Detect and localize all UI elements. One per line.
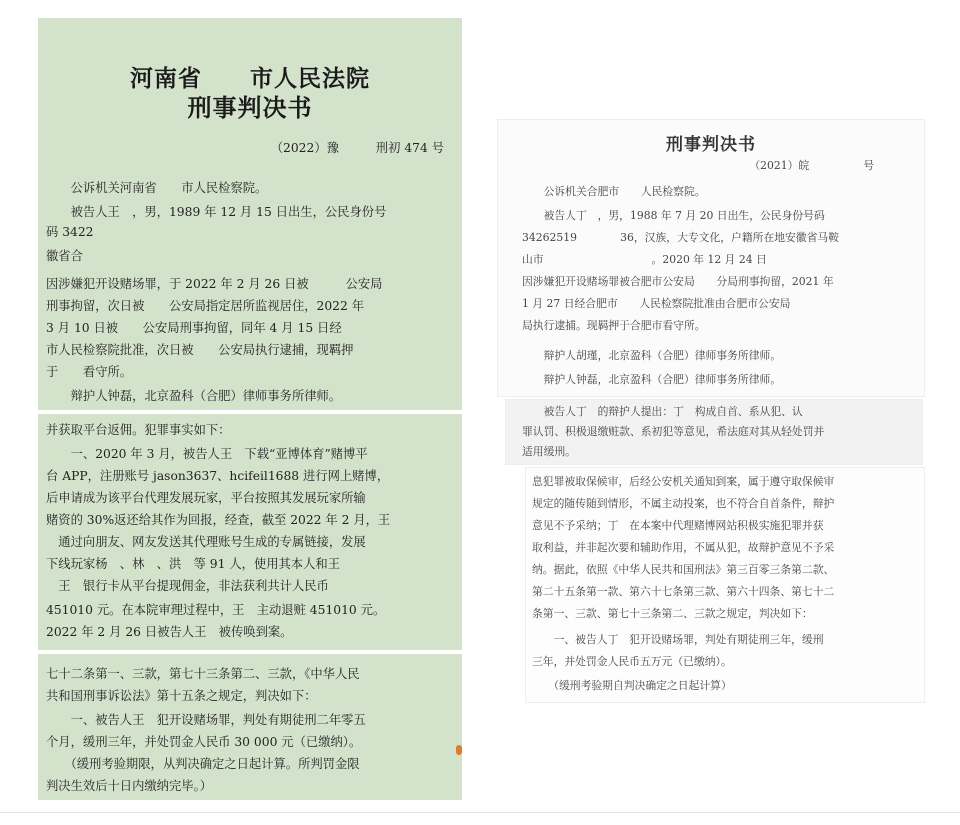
- paragraph-line: 三年，并处罚金人民币五万元（已缴纳）。: [532, 655, 732, 668]
- paragraph-line: 罪认罚、积极退缴赃款、系初犯等意见，希法庭对其从轻处罚并: [522, 425, 825, 438]
- paragraph-line: 一、2020 年 3 月，被告人王 下载“亚博体育”赌博平: [46, 447, 368, 461]
- paragraph-line: 因涉嫌犯开设赌场罪，于 2022 年 2 月 26 日被 公安局: [46, 277, 383, 291]
- paragraph-line: 辩护人钟磊，北京盈科（合肥）律师事务所律师。: [522, 373, 782, 386]
- page-edge-mark: [456, 745, 462, 755]
- case-number: （2022）豫 刑初 474 号: [270, 141, 444, 155]
- paragraph-line: 第二十五条第一款、第六十七条第三款、第六十四条、第七十二: [532, 585, 835, 598]
- right-document-header-section: [498, 120, 924, 396]
- paragraph-line: 1 月 27 日经合肥市 人民检察院批准由合肥市公安局: [522, 297, 791, 310]
- case-number: （2021）皖 号: [749, 159, 874, 172]
- right-document-defense-section: [506, 400, 922, 464]
- paragraph-line: 并获取平台返佣。犯罪事实如下：: [46, 423, 231, 437]
- paragraph-line: 一、被告人王 犯开设赌场罪，判处有期徒刑二年零五: [46, 713, 366, 727]
- paragraph-line: 公诉机关合肥市 人民检察院。: [522, 185, 706, 198]
- paragraph-line: 后申请成为该平台代理发展玩家，平台按照其发展玩家所输: [46, 491, 366, 505]
- paragraph-line: 息犯罪被取保候审，后经公安机关通知到案，属于遵守取保候审: [532, 475, 835, 488]
- paragraph-line: 于 看守所。: [46, 365, 133, 379]
- paragraph-line: 判决生效后十日内缴纳完毕。）: [46, 779, 213, 793]
- paragraph-line: 意见不予采纳；丁 在本案中代理赌博网站积极实施犯罪并获: [532, 519, 824, 532]
- paragraph-line: 个月，缓刑三年，并处罚金人民币 30 000 元（已缴纳）。: [46, 735, 362, 749]
- paragraph-line: 局执行逮捕。现羁押于合肥市看守所。: [522, 319, 706, 332]
- paragraph-line: 被告人王 ，男，1989 年 12 月 15 日出生，公民身份号: [46, 205, 387, 219]
- right-document-verdict-section: [526, 468, 924, 702]
- paragraph-line: 七十二条第一、三款，第七十三条第二、三款，《中华人民: [46, 667, 360, 681]
- paragraph-line: 纳。据此，依照《中华人民共和国刑法》第三百零三条第二款、: [532, 563, 835, 576]
- paragraph-line: 2022 年 2 月 26 日被告人王 被传唤到案。: [46, 625, 293, 639]
- paragraph-line: 辩护人钟磊，北京盈科（合肥）律师事务所律师。: [46, 389, 342, 403]
- paragraph-line: 被告人丁 的辩护人提出：丁 构成自首、系从犯、认: [522, 405, 803, 418]
- paragraph-line: （缓刑考验期自判决确定之日起计算）: [532, 679, 732, 692]
- paragraph-line: 徽省合: [46, 249, 83, 263]
- left-document-facts-section: [38, 414, 462, 650]
- paragraph-line: 辩护人胡瑾，北京盈科（合肥）律师事务所律师。: [522, 349, 782, 362]
- paragraph-line: 山市 。2020 年 12 月 24 日: [522, 253, 767, 266]
- paragraph-line: （缓刑考验期限，从判决确定之日起计算。所判罚金限: [46, 757, 360, 771]
- court-name: 河南省 市人民法院: [130, 65, 370, 92]
- paragraph-line: 取利益，并非起次要和辅助作用，不属从犯，故辩护意见不予采: [532, 541, 835, 554]
- paragraph-line: 王 银行卡从平台提现佣金，非法获利共计人民币: [46, 579, 329, 593]
- bottom-divider: [0, 812, 960, 813]
- paragraph-line: 适用缓刑。: [522, 445, 576, 458]
- document-title: 刑事判决书: [666, 135, 756, 155]
- document-title: 刑事判决书: [187, 93, 313, 122]
- paragraph-line: 码 3422: [46, 225, 94, 239]
- paragraph-line: 451010 元。在本院审理过程中，王 主动退赃 451010 元。: [46, 603, 386, 617]
- paragraph-line: 赌资的 30%返还给其作为回报，经查，截至 2022 年 2 月，王: [46, 513, 391, 527]
- left-document-verdict-section: [38, 654, 462, 800]
- paragraph-line: 通过向朋友、网友发送其代理账号生成的专属链接，发展: [46, 535, 366, 549]
- paragraph-line: 刑事拘留，次日被 公安局指定居所监视居住，2022 年: [46, 299, 365, 313]
- paragraph-line: 台 APP，注册账号 jason3637、hcifeil1688 进行网上赌博，: [46, 469, 390, 483]
- paragraph-line: 规定的随传随到情形，不属主动投案，也不符合自首条件，辩护: [532, 497, 835, 510]
- paragraph-line: 下线玩家杨 、林 、洪 等 91 人，使用其本人和王: [46, 557, 340, 571]
- right-judgment-document: [498, 120, 924, 702]
- left-document-header-section: [38, 18, 462, 410]
- paragraph-line: 市人民检察院批准，次日被 公安局执行逮捕，现羁押: [46, 343, 354, 357]
- paragraph-line: 共和国刑事诉讼法》第十五条之规定，判决如下：: [46, 689, 317, 703]
- paragraph-line: 公诉机关河南省 市人民检察院。: [46, 181, 268, 195]
- paragraph-line: 34262519 36，汉族，大专文化，户籍所在地安徽省马鞍: [522, 231, 840, 244]
- paragraph-line: 3 月 10 日被 公安局刑事拘留，同年 4 月 15 日经: [46, 321, 342, 335]
- paragraph-line: 一、被告人丁 犯开设赌场罪，判处有期徒刑三年，缓刑: [532, 633, 824, 646]
- paragraph-line: 条第一、三款、第七十三条第二、三款之规定，判决如下：: [532, 607, 813, 620]
- left-judgment-document: [38, 18, 462, 800]
- paragraph-line: 被告人丁 ，男，1988 年 7 月 20 日出生，公民身份号码: [522, 209, 825, 222]
- paragraph-line: 因涉嫌犯开设赌场罪被合肥市公安局 分局刑事拘留，2021 年: [522, 275, 834, 288]
